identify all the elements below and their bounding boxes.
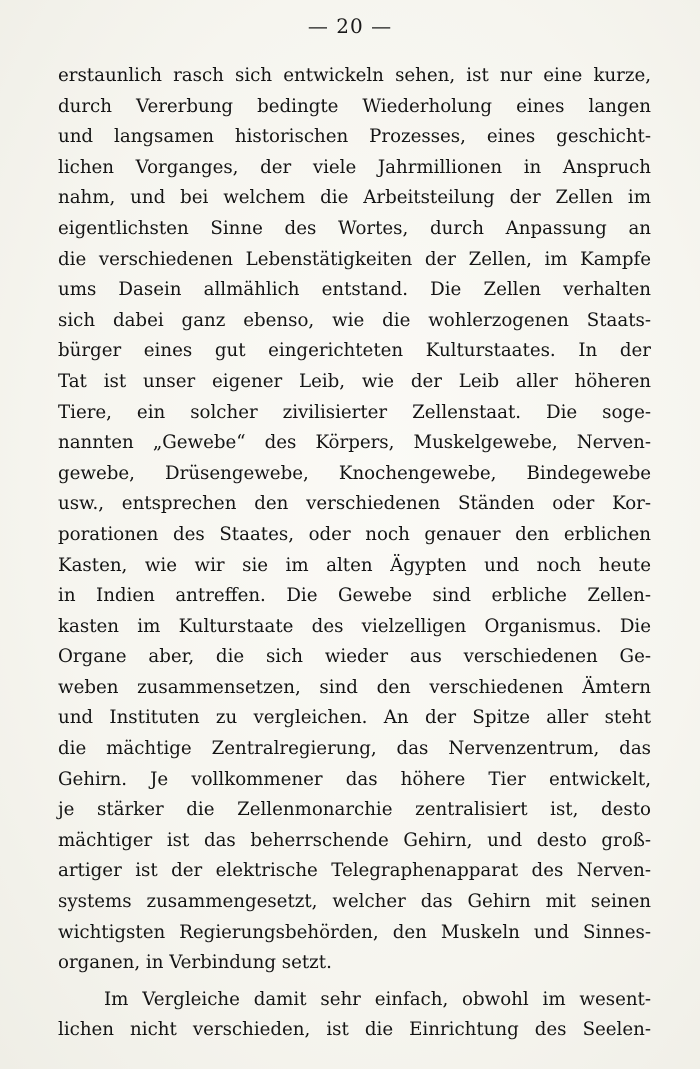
text-line: je stärker die Zellenmonarchie zentralisiert ist, desto — [58, 799, 651, 821]
text-line: gewebe, Drüsengewebe, Knochengewebe, Bindegewebe — [58, 462, 651, 484]
text-line: artiger ist der elektrische Telegraphenapparat des Nerven- — [58, 860, 651, 882]
text-line: nahm, und bei welchem die Arbeitsteilung der Zellen im — [58, 187, 651, 209]
text-line: lichen Vorganges, der viele Jahrmillionen in Anspruch — [58, 156, 651, 178]
body-text — [58, 61, 651, 1046]
text-line: Gehirn. Je vollkommener das höhere Tier entwickelt, — [58, 768, 651, 790]
text-line: eigentlichsten Sinne des Wortes, durch Anpassung an — [58, 217, 651, 239]
text-line: erstaunlich rasch sich entwickeln sehen, ist nur eine kurze, — [58, 65, 651, 86]
text-line: und Instituten zu vergleichen. An der Spitze aller steht — [58, 707, 651, 729]
text-line: systems zusammengesetzt, welcher das Gehirn mit seinen — [58, 891, 651, 913]
text-line: Tat ist unser eigener Leib, wie der Leib aller höheren — [58, 370, 651, 392]
text-line: porationen des Staates, oder noch genauer den erblichen — [58, 523, 651, 545]
text-line: in Indien antreffen. Die Gewebe sind erbliche Zellen- — [58, 585, 651, 607]
text-line: weben zusammensetzen, sind den verschiedenen Ämtern — [58, 676, 651, 698]
paragraph-1 — [58, 61, 651, 979]
text-line: ums Dasein allmählich entstand. Die Zellen verhalten — [58, 279, 651, 301]
text-line: und langsamen historischen Prozesses, eines geschicht- — [58, 126, 651, 148]
text-line: Organe aber, die sich wieder aus verschiedenen Ge- — [58, 646, 651, 668]
text-line: organen, in Verbindung setzt. — [58, 952, 332, 974]
text-line: durch Vererbung bedingte Wiederholung eines langen — [58, 95, 651, 117]
page-number: — 20 — — [307, 14, 393, 38]
text-line: lichen nicht verschieden, ist die Einrichtung des Seelen- — [58, 1019, 651, 1041]
text-line: kasten im Kulturstaate des vielzelligen Organismus. Die — [58, 615, 651, 637]
text-line: sich dabei ganz ebenso, wie die wohlerzogenen Staats- — [58, 309, 651, 331]
text-line: nannten „Gewebe“ des Körpers, Muskelgewebe, Nerven- — [58, 432, 651, 454]
text-line: usw., entsprechen den verschiedenen Ständen oder Kor- — [58, 493, 651, 515]
text-line: mächtiger ist das beherrschende Gehirn, und desto groß- — [58, 829, 651, 851]
text-line: bürger eines gut eingerichteten Kulturstaates. In der — [58, 340, 651, 362]
text-line: Tiere, ein solcher zivilisierter Zellenstaat. Die soge- — [58, 401, 651, 423]
text-line: wichtigsten Regierungsbehörden, den Muskeln und Sinnes- — [58, 921, 651, 943]
text-line: die mächtige Zentralregierung, das Nervenzentrum, das — [58, 738, 651, 760]
paragraph-2 — [58, 985, 651, 1046]
text-line: Kasten, wie wir sie im alten Ägypten und noch heute — [58, 554, 651, 576]
text-line: Im Vergleiche damit sehr einfach, obwohl im wesent- — [104, 988, 651, 1010]
text-line: die verschiedenen Lebenstätigkeiten der Zellen, im Kampfe — [58, 248, 651, 270]
